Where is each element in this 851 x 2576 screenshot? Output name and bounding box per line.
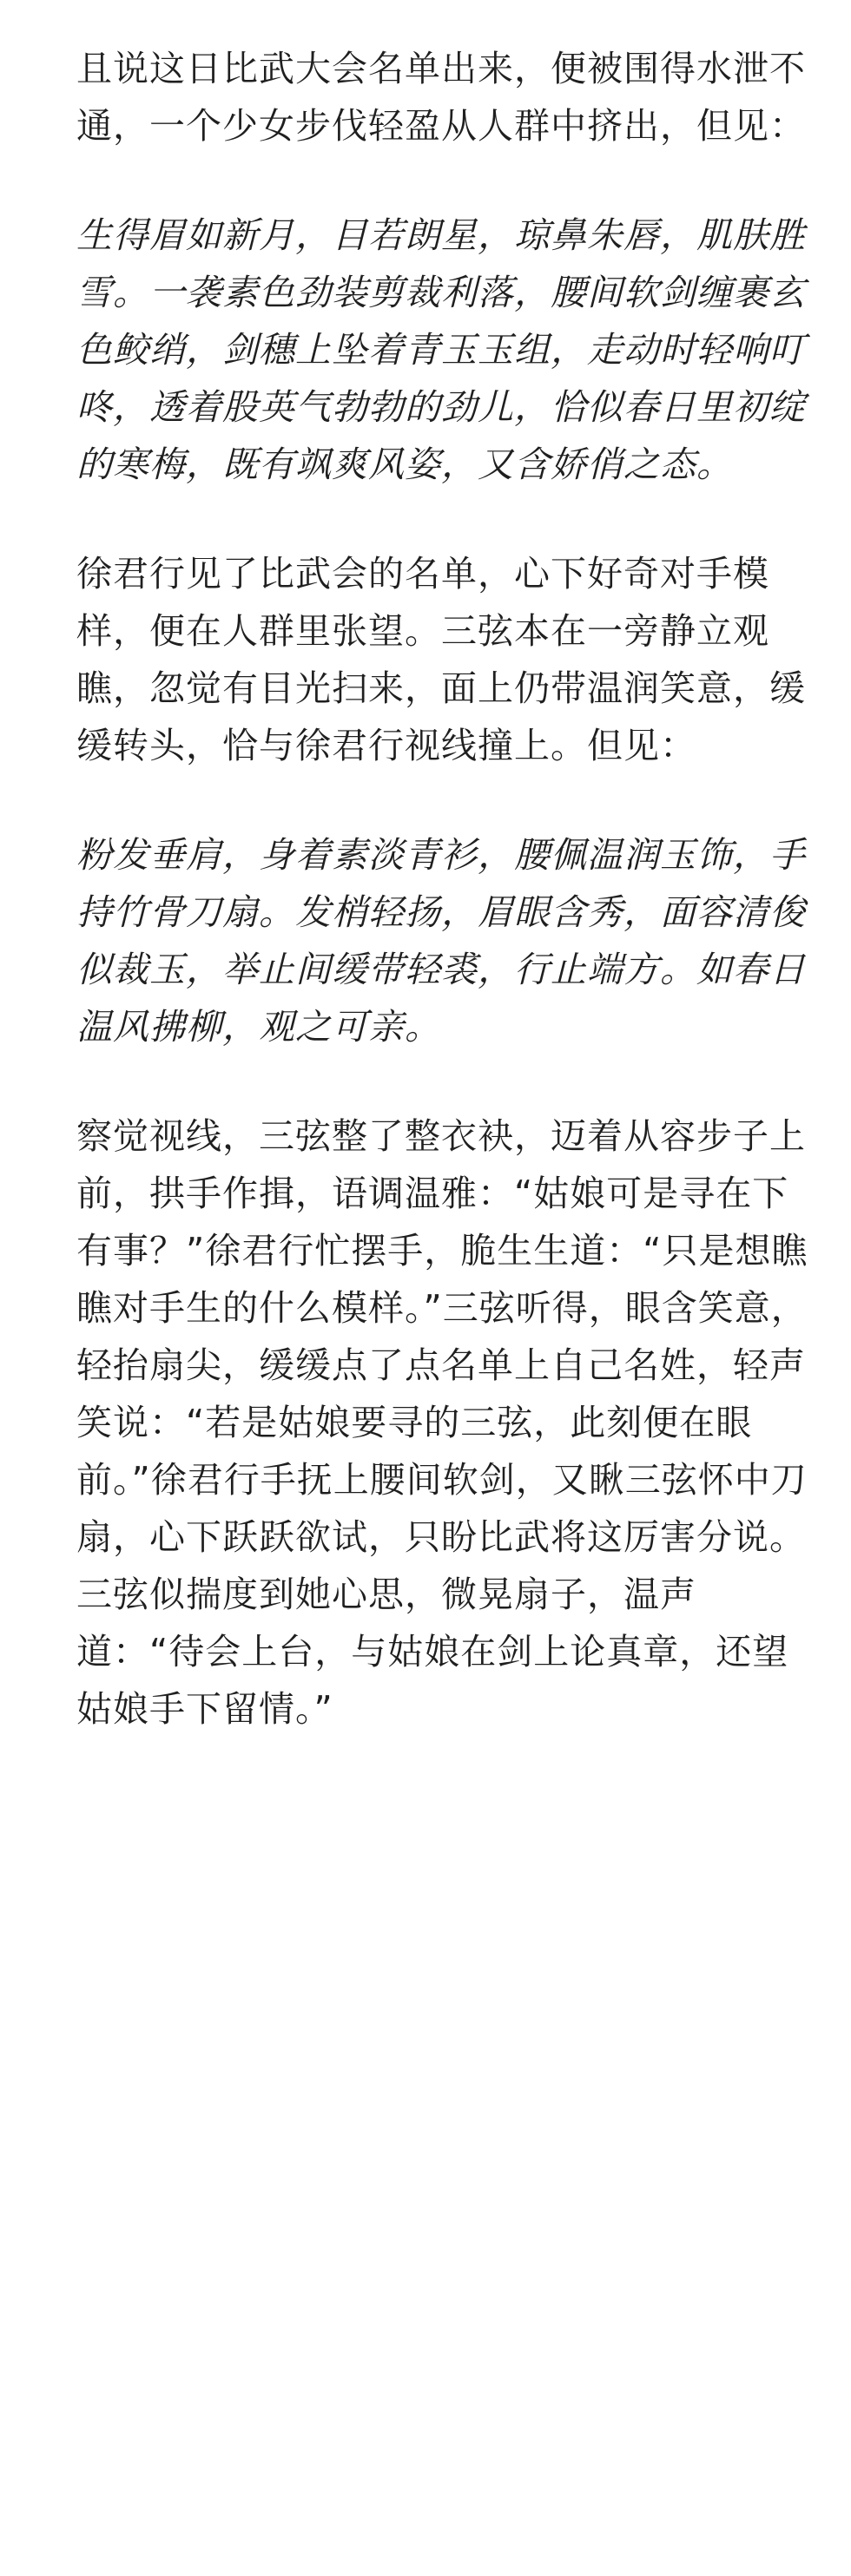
paragraph-dialogue: 察觉视线，三弦整了整衣袂，迈着从容步子上前，拱手作揖，语调温雅：“姑娘可是寻在下有事？”徐君行忙摆手，脆生生道：“只是想瞧瞧对手生的什么模样。”三弦听得，眼含笑意，轻抬扇尖，缓缓点了点名单上自己名姓，轻声笑说：“若是姑娘要寻的三弦，此刻便在眼前。”徐君行手抚上腰间软剑，又瞅三弦怀中刀扇，心下跃跃欲试，只盼比武将这厉害分说。三弦似揣度到她心思，微晃扇子，温声道：“待会上台，与姑娘在剑上论真章，还望姑娘手下留情。” bbox=[76, 1115, 808, 1730]
paragraph-encounter: 徐君行见了比武会的名单，心下好奇对手模样，便在人群里张望。三弦本在一旁静立观瞧，忽觉有目光扫来，面上仍带温润笑意，缓缓转头，恰与徐君行视线撞上。但见： bbox=[76, 553, 806, 766]
paragraph-heroine-description: 生得眉如新月，目若朗星，琼鼻朱唇，肌肤胜雪。一袭素色劲装剪裁利落，腰间软剑缠裹玄色鲛绡，剑穗上坠着青玉玉组，走动时轻响叮咚，透着股英气勃勃的劲儿，恰似春日里初绽的寒梅，既有飒爽风姿，又含娇俏之态。 bbox=[76, 214, 806, 485]
paragraph-sanxian-description: 粉发垂肩，身着素淡青衫，腰佩温润玉饰，手持竹骨刀扇。发梢轻扬，眉眼含秀，面容清俊似裁玉，举止间缓带轻裘，行止端方。如春日温风拂柳，观之可亲。 bbox=[76, 834, 806, 1048]
paragraph-intro: 且说这日比武大会名单出来，便被围得水泄不通，一个少女步伐轻盈从人群中挤出，但见： bbox=[76, 48, 806, 147]
